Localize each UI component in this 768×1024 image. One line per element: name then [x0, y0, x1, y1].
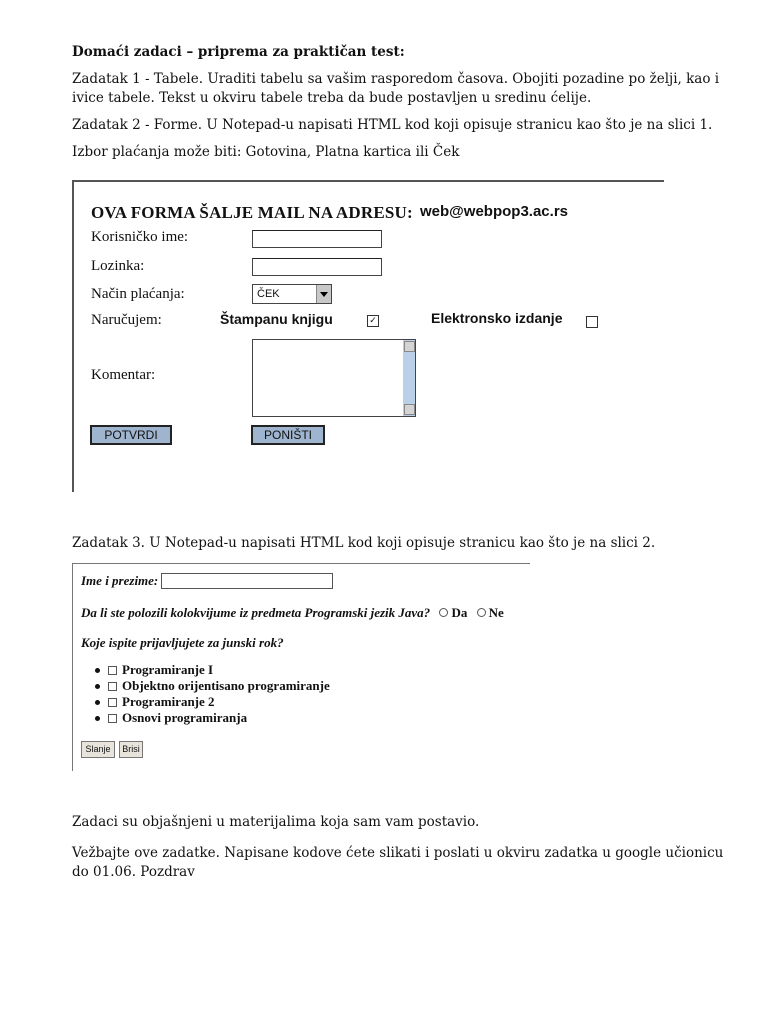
payment-options-text: Izbor plaćanja može biti: Gotovina, Platna kartica ili Ček [72, 144, 460, 160]
no-radio[interactable] [477, 608, 486, 617]
list-item [95, 694, 330, 710]
password-input[interactable] [252, 258, 382, 276]
textarea-scrollbar[interactable] [403, 340, 415, 416]
payment-label: Način plaćanja: [91, 286, 185, 302]
task1-text: Zadatak 1 - Tabele. Uraditi tabelu sa vašim rasporedom časova. Obojiti pozadine po želji, kao i ivice tabele. Tekst u okviru tabele treba da bude postavljen u sredinu ćelije. [72, 71, 720, 106]
list-item [95, 662, 330, 678]
bullet-icon [95, 716, 100, 721]
form-title: OVA FORMA ŠALJE MAIL NA ADRESU: [91, 203, 413, 222]
footer-instructions: Vežbajte ove zadatke. Napisane kodove ćete slikati i poslati u okviru zadatka u google učionicu do 01.06. Pozdrav [72, 845, 724, 880]
reset-button[interactable]: PONIŠTI [251, 425, 325, 445]
chevron-down-icon[interactable] [316, 285, 331, 303]
exam-checkbox[interactable] [108, 714, 117, 723]
comment-textarea[interactable] [252, 339, 416, 417]
comment-label: Komentar: [91, 367, 156, 383]
exam-label: Osnovi programiranja [122, 710, 248, 725]
order-label: Naručujem: [91, 312, 162, 328]
submit-button[interactable]: POTVRDI [90, 425, 172, 445]
question1-text: Da li ste polozili kolokvijume iz predmeta Programski jezik Java? [81, 605, 431, 620]
exam-label: Programiranje I [122, 662, 214, 677]
document-body [72, 44, 732, 170]
username-input[interactable] [252, 230, 382, 248]
question2-row [81, 635, 284, 651]
task2-text: Zadatak 2 - Forme. U Notepad-u napisati HTML kod koji opisuje stranicu kao što je na slici 1. [72, 117, 713, 133]
yes-label: Da [451, 605, 468, 620]
page-heading: Domaći zadaci – priprema za praktičan test: [72, 44, 405, 60]
bullet-icon [95, 700, 100, 705]
bullet-icon [95, 668, 100, 673]
exam-checkbox[interactable] [108, 698, 117, 707]
scroll-up-icon[interactable] [404, 341, 415, 352]
question2-text: Koje ispite prijavljujete za junski rok? [81, 635, 284, 650]
no-label: Ne [488, 605, 504, 620]
figure-2-form [72, 563, 530, 771]
exam-checkbox[interactable] [108, 682, 117, 691]
payment-select-value: ČEK [257, 288, 280, 300]
exam-label: Programiranje 2 [122, 694, 215, 709]
footer-note: Zadaci su objašnjeni u materijalima koja sam vam postavio. [72, 814, 480, 830]
question1-row [81, 605, 504, 621]
name-label: Ime i prezime: [81, 573, 159, 588]
electronic-edition-checkbox[interactable] [586, 316, 598, 328]
list-item [95, 710, 330, 726]
form-email: web@webpop3.ac.rs [420, 203, 569, 220]
yes-radio[interactable] [439, 608, 448, 617]
exam-list [95, 662, 330, 726]
payment-select[interactable] [252, 284, 332, 304]
password-label: Lozinka: [91, 258, 145, 274]
figure-1-form [72, 180, 664, 492]
name-input[interactable] [161, 573, 333, 589]
exam-checkbox[interactable] [108, 666, 117, 675]
list-item [95, 678, 330, 694]
task3-text: Zadatak 3. U Notepad-u napisati HTML kod koji opisuje stranicu kao što je na slici 2. [72, 535, 656, 551]
printed-book-label: Štampanu knjigu [220, 311, 333, 327]
scroll-down-icon[interactable] [404, 404, 415, 415]
username-label: Korisničko ime: [91, 229, 189, 245]
electronic-edition-label: Elektronsko izdanje [431, 310, 563, 326]
printed-book-checkbox[interactable]: ✓ [367, 315, 379, 327]
exam-label: Objektno orijentisano programiranje [122, 678, 330, 693]
clear-button[interactable]: Brisi [119, 741, 143, 758]
name-row [81, 573, 158, 589]
send-button[interactable]: Slanje [81, 741, 115, 758]
bullet-icon [95, 684, 100, 689]
